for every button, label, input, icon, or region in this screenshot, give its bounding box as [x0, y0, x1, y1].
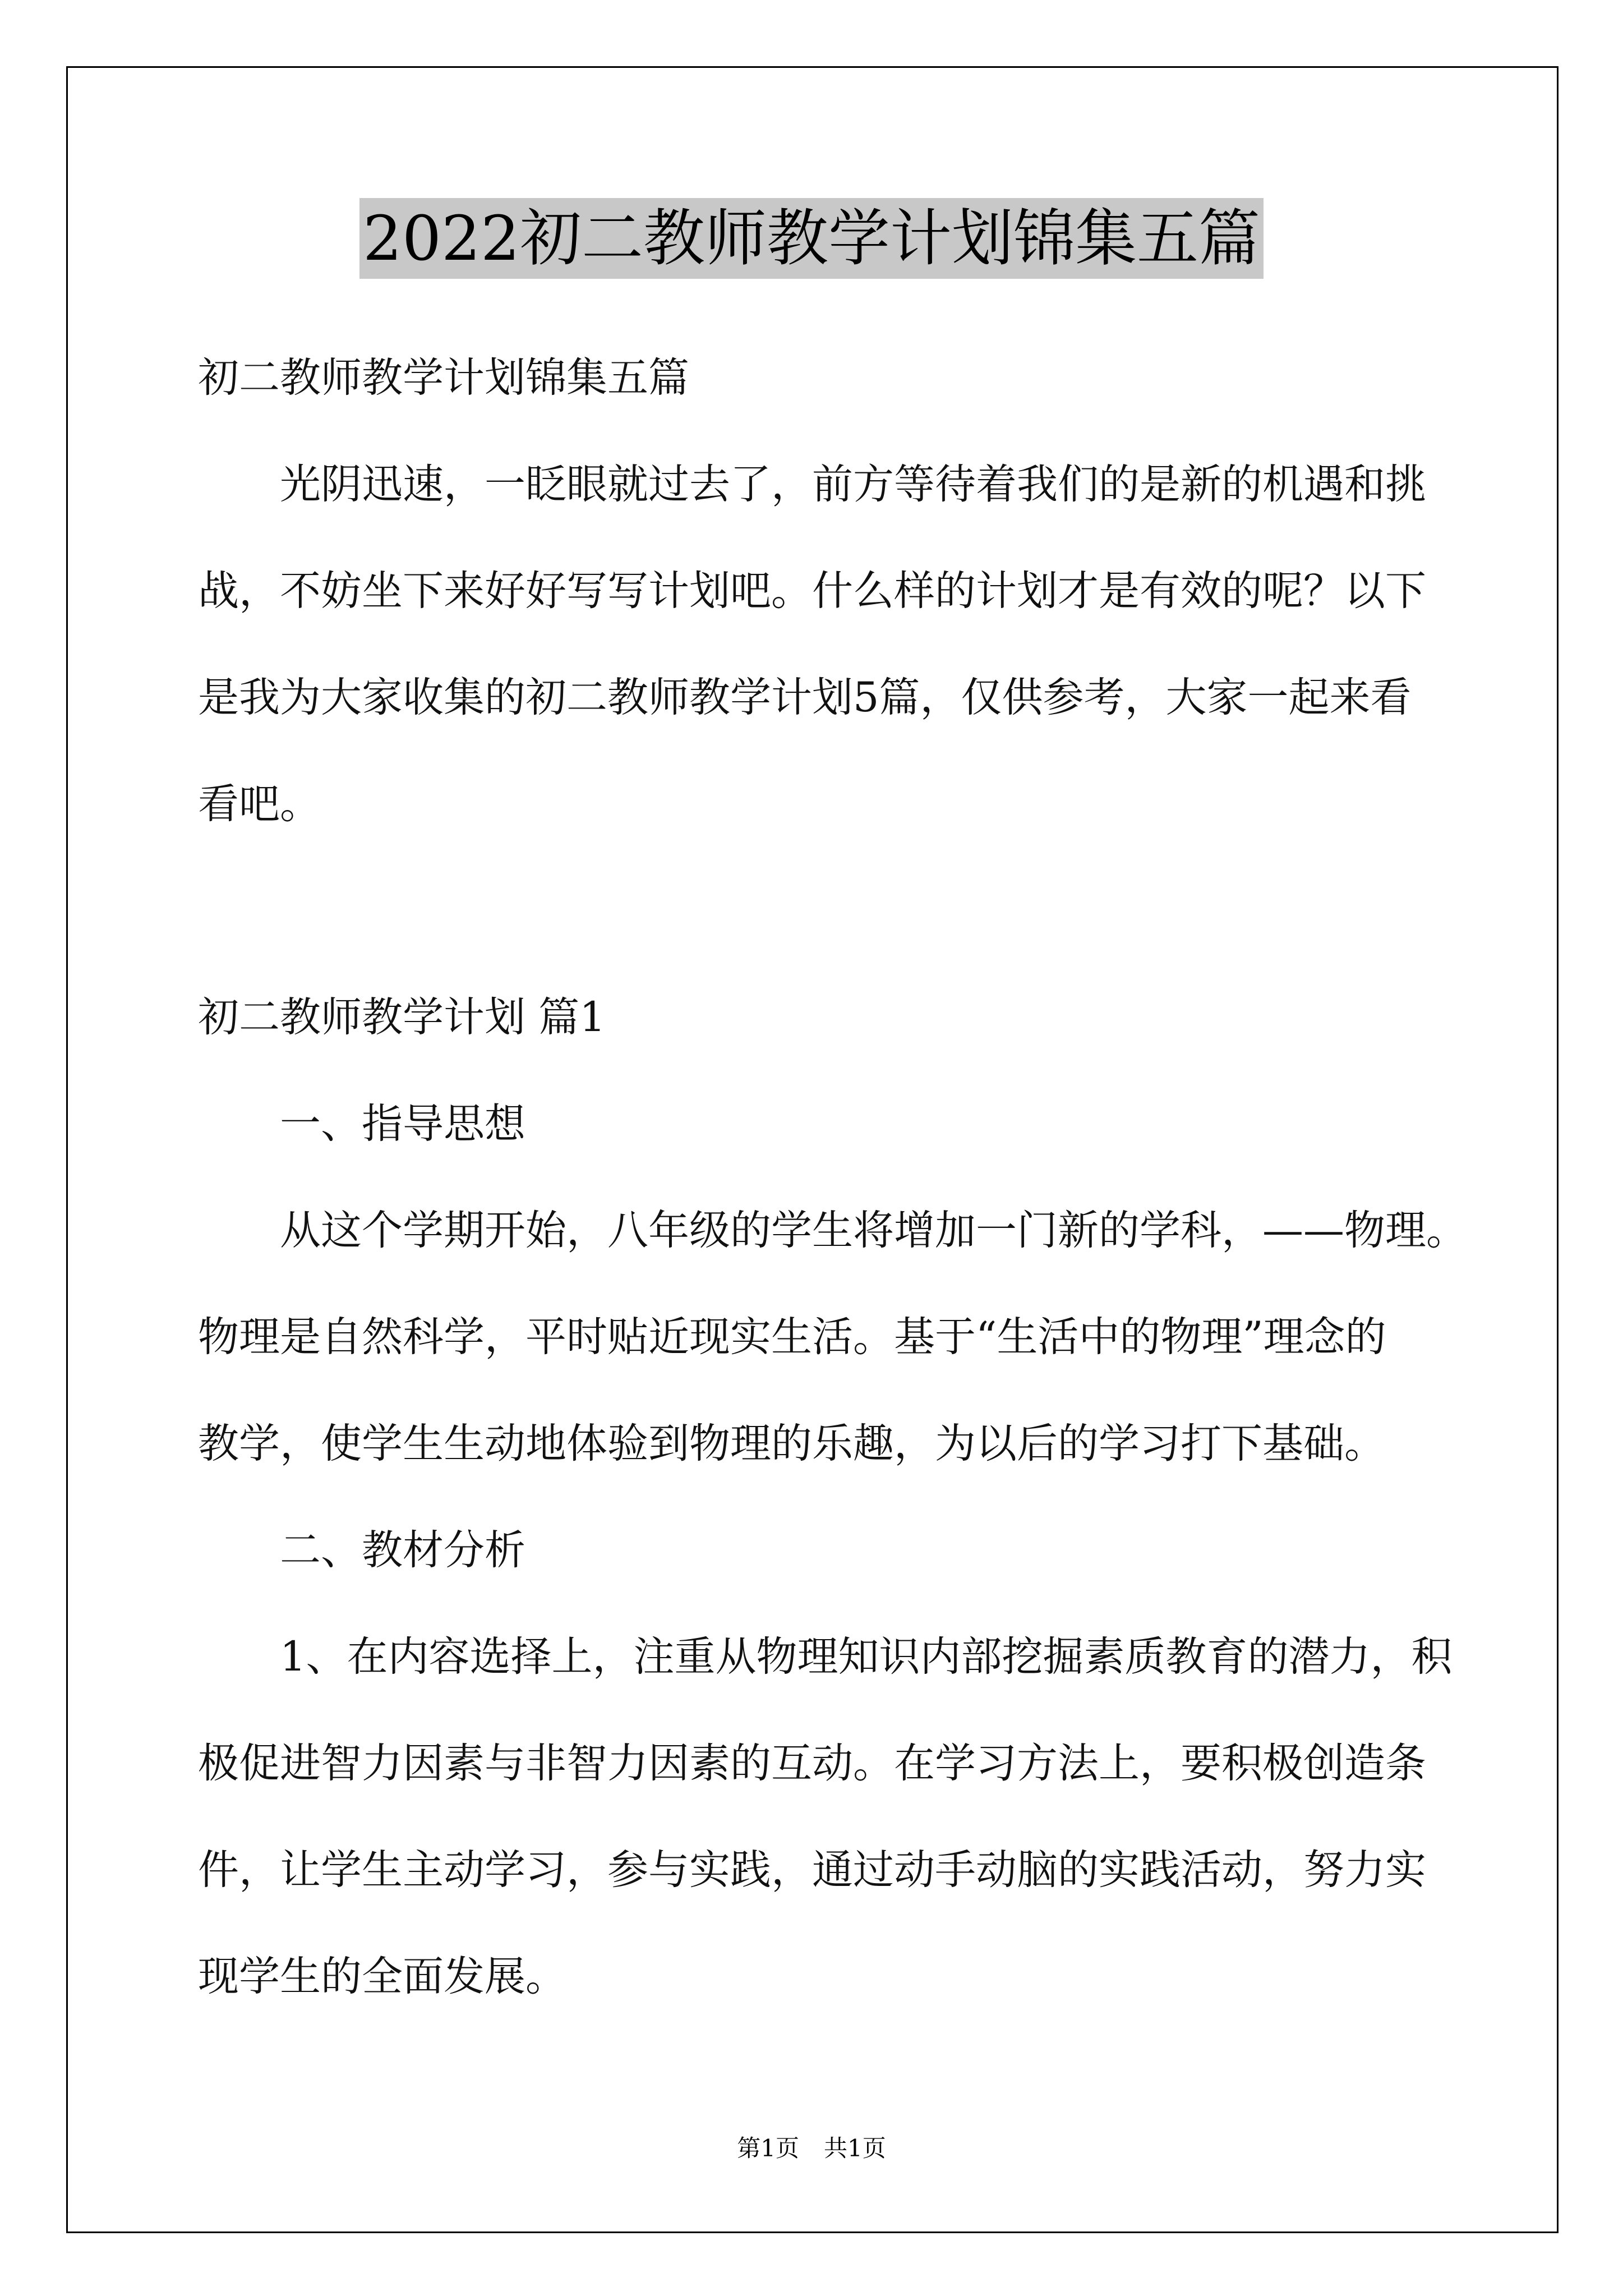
blank-line [198, 858, 1488, 964]
section-heading: 一、指导思想 [280, 1100, 525, 1148]
intro-line: 看吧。 [198, 780, 321, 828]
page-number: 第1页 [737, 2134, 799, 2162]
paragraph-line: 从这个学期开始，八年级的学生将增加一门新的学科，——物理。 [280, 1207, 1467, 1254]
intro-line: 光阴迅速，一眨眼就过去了，前方等待着我们的是新的机遇和挑 [280, 461, 1426, 508]
intro-line: 是我为大家收集的初二教师教学计划5篇，仅供参考，大家一起来看 [198, 674, 1412, 721]
paragraph-line: 教学，使学生生动地体验到物理的乐趣，为以后的学习打下基础。 [198, 1420, 1385, 1467]
paragraph-line: 极促进智力因素与非智力因素的互动。在学习方法上，要积极创造条 [198, 1740, 1426, 1787]
title-area [0, 198, 1623, 279]
paragraph-line: 物理是自然科学，平时贴近现实生活。基于“生活中的物理”理念的 [198, 1313, 1386, 1361]
page-total: 共1页 [824, 2134, 886, 2162]
paragraph-line: 件，让学生主动学习，参与实践，通过动手动脑的实践活动，努力实 [198, 1846, 1426, 1894]
section-heading: 二、教材分析 [280, 1526, 525, 1574]
document-title: 2022初二教师教学计划锦集五篇 [359, 198, 1264, 279]
paragraph-line: 现学生的全面发展。 [198, 1953, 566, 2000]
document-subtitle: 初二教师教学计划锦集五篇 [198, 354, 689, 402]
intro-line: 战，不妨坐下来好好写写计划吧。什么样的计划才是有效的呢？以下 [198, 567, 1426, 615]
page-footer [0, 2134, 1623, 2162]
article-heading: 初二教师教学计划 篇1 [198, 993, 606, 1041]
document-body [198, 325, 1488, 2030]
paragraph-line: 1、在内容选择上，注重从物理知识内部挖掘素质教育的潜力，积 [280, 1633, 1453, 1681]
